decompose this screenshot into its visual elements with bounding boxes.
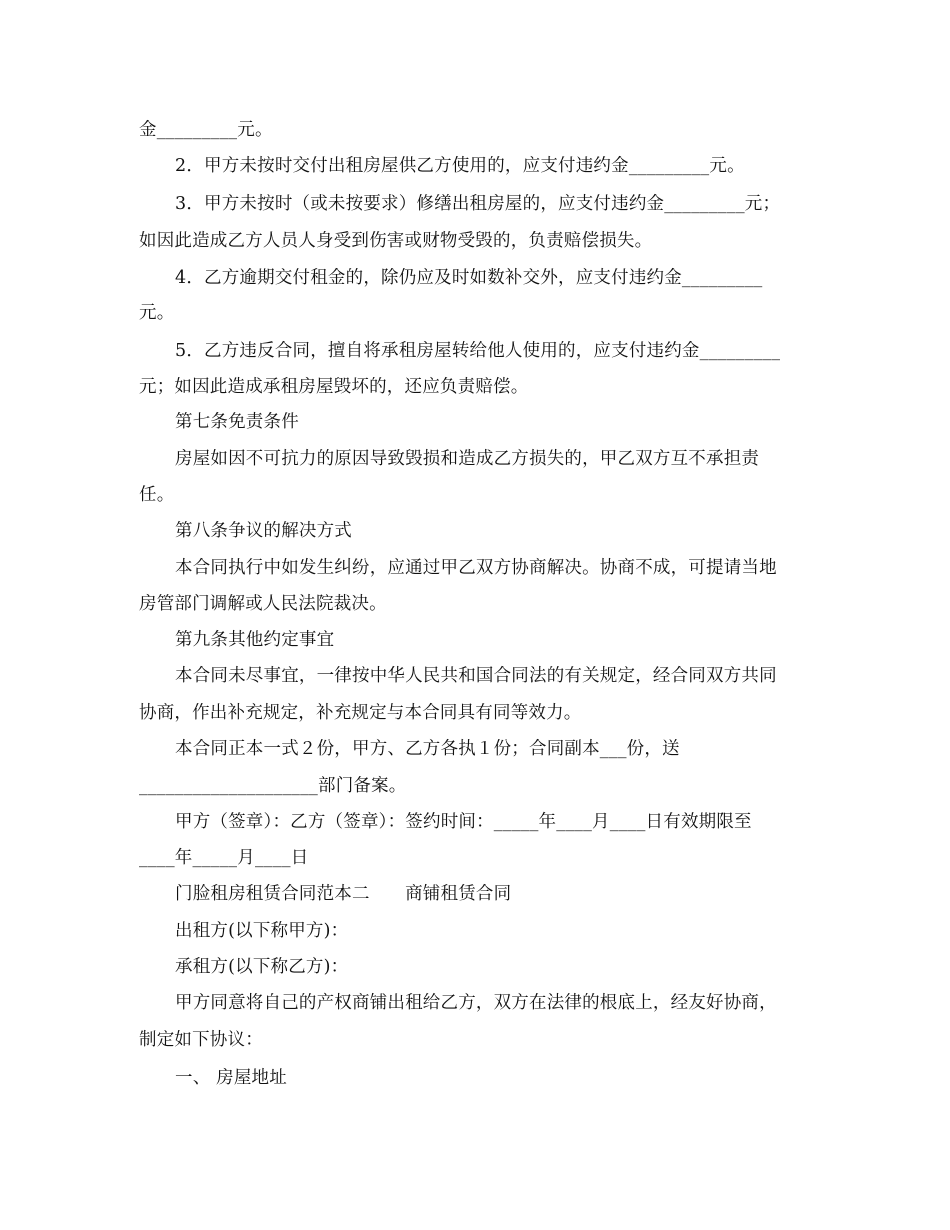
section-heading: 第九条其他约定事宜 <box>175 630 335 650</box>
text-line: 5．乙方违反合同，擅自将承租房屋转给他人使用的，应支付违约金_________ <box>175 341 781 361</box>
text-line: ____________________部门备案。 <box>139 776 407 796</box>
section-heading: 第七条免责条件 <box>175 412 299 432</box>
text-line: 制定如下协议： <box>139 1030 263 1050</box>
text-line: 本合同未尽事宜，一律按中华人民共和国合同法的有关规定，经合同双方共同 <box>175 666 777 686</box>
text-line: 元；如因此造成承租房屋毁坏的，还应负责赔偿。 <box>139 377 529 397</box>
section-heading: 第八条争议的解决方式 <box>175 521 352 541</box>
signature-line: 甲方（签章）：乙方（签章）：签约时间：_____年____月____日有效期限至 <box>175 812 752 832</box>
text-line: 3．甲方未按时（或未按要求）修缮出租房屋的，应支付违约金_________元； <box>175 194 781 214</box>
text-line: 任。 <box>139 485 175 505</box>
text-line: 房管部门调解或人民法院裁决。 <box>139 594 387 614</box>
text-line: 4．乙方逾期交付租金的，除仍应及时如数补交外，应支付违约金_________ <box>175 268 763 288</box>
document-title: 门脸租房租赁合同范本二 商铺租赁合同 <box>175 884 512 904</box>
text-line: 房屋如因不可抗力的原因导致毁损和造成乙方损失的，甲乙双方互不承担责 <box>175 449 760 469</box>
text-line: 元。 <box>139 303 175 323</box>
party-line: 出租方(以下称甲方)： <box>175 921 349 941</box>
text-line: 金_________元。 <box>139 120 273 140</box>
signature-line: ____年_____月____日 <box>139 848 309 868</box>
section-heading: 一、 房屋地址 <box>175 1068 287 1088</box>
text-line: 甲方同意将自己的产权商铺出租给乙方，双方在法律的根底上，经友好协商， <box>175 993 777 1013</box>
text-line: 2．甲方未按时交付出租房屋供乙方使用的，应支付违约金_________元。 <box>175 156 745 176</box>
text-line: 本合同正本一式２份，甲方、乙方各执１份；合同副本___份，送 <box>175 739 680 759</box>
text-line: 如因此造成乙方人员人身受到伤害或财物受毁的，负责赔偿损失。 <box>139 231 653 251</box>
text-line: 本合同执行中如发生纠纷，应通过甲乙双方协商解决。协商不成，可提请当地 <box>175 558 777 578</box>
text-line: 协商，作出补充规定，补充规定与本合同具有同等效力。 <box>139 703 582 723</box>
party-line: 承租方(以下称乙方)： <box>175 957 349 977</box>
